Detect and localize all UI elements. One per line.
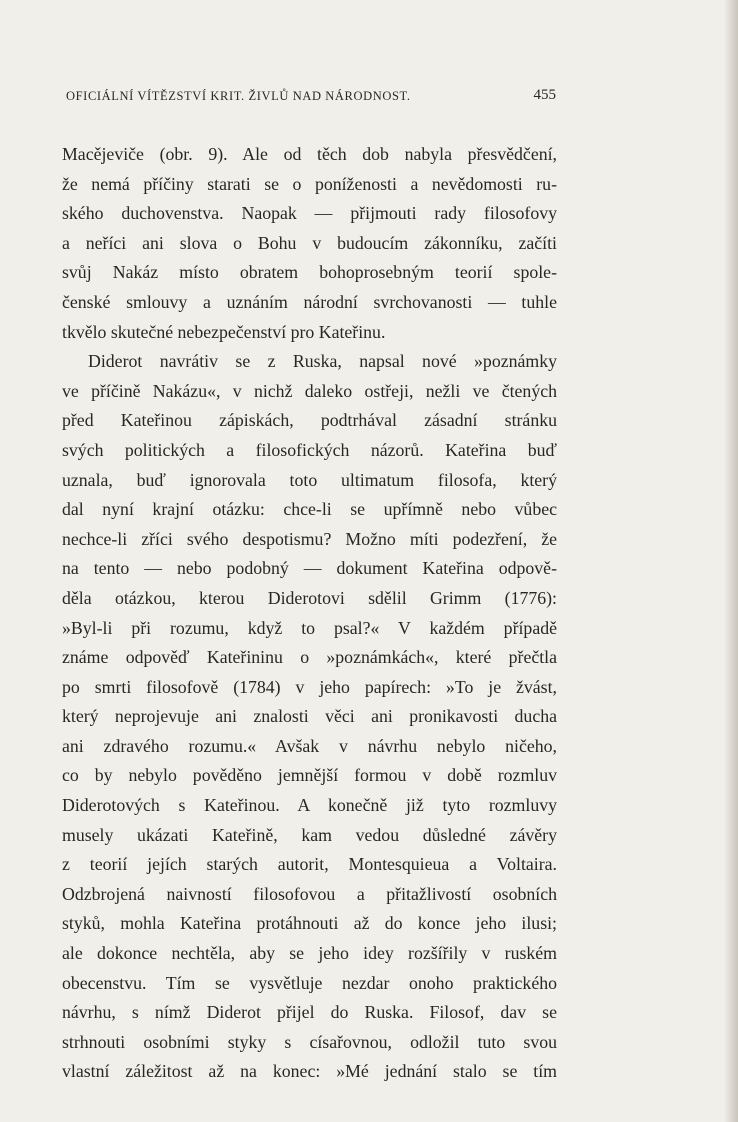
text-line: nechce-li zříci svého despotismu? Možno míti podezření, že bbox=[62, 528, 557, 549]
text-line: co by nebylo pověděno jemnější formou v době rozmluv bbox=[62, 765, 557, 786]
text-line: Diderotových s Kateřinou. A konečně již tyto rozmluvy bbox=[62, 795, 557, 816]
text-line: obecenstvu. Tím se vysvětluje nezdar onoho praktického bbox=[62, 972, 557, 993]
body-text bbox=[62, 140, 557, 1087]
text-line: ve příčině Nakázu«, v nichž daleko ostřeji, nežli ve čtených bbox=[62, 380, 557, 401]
text-line: před Kateřinou zápiskách, podtrhával zásadní stránku bbox=[62, 410, 557, 431]
text-line: a neříci ani slova o Bohu v budoucím zákonníku, začíti bbox=[62, 232, 557, 253]
page-number: 455 bbox=[533, 87, 556, 103]
text-line: strhnouti osobními styky s císařovnou, odložil tuto svou bbox=[62, 1031, 557, 1052]
text-line: dal nyní krajní otázku: chce-li se upřímně nebo vůbec bbox=[62, 499, 557, 520]
text-line: tkvělo skutečné nebezpečenství pro Kateřinu. bbox=[62, 321, 386, 342]
text-line: na tento — nebo podobný — dokument Kateřina odpově- bbox=[62, 558, 557, 579]
text-line: styků, mohla Kateřina protáhnouti až do konce jeho ilusi; bbox=[62, 913, 557, 934]
text-line: Macějeviče (obr. 9). Ale od těch dob nabyla přesvědčení, bbox=[62, 144, 557, 164]
text-line: Odzbrojená naivností filosofovou a přitažlivostí osobních bbox=[62, 883, 557, 904]
text-line: ani zdravého rozumu.« Avšak v návrhu nebylo ničeho, bbox=[62, 735, 557, 756]
text-line: který neprojevuje ani znalosti věci ani pronikavosti ducha bbox=[62, 706, 557, 727]
page-edge-shadow bbox=[724, 0, 738, 1122]
text-line: musely ukázati Kateřině, kam vedou důsledné závěry bbox=[62, 824, 557, 845]
text-line: čenské smlouvy a uznáním národní svrchovanosti — tuhle bbox=[62, 291, 557, 312]
text-line: ského duchovenstva. Naopak — přijmouti rady filosofovy bbox=[62, 203, 557, 224]
text-line: po smrti filosofově (1784) v jeho papírech: »To je žvást, bbox=[62, 676, 557, 697]
text-line: vlastní záležitost až na konec: »Mé jednání stalo se tím bbox=[62, 1061, 557, 1082]
text-line: známe odpověď Kateřininu o »poznámkách«, které přečtla bbox=[62, 647, 557, 668]
text-line: děla otázkou, kterou Diderotovi sdělil Grimm (1776): bbox=[62, 587, 557, 608]
text-line: svůj Nakáz místo obratem bohoprosebným teorií spole- bbox=[62, 262, 557, 283]
text-line: že nemá příčiny starati se o poníženosti a nevědomosti ru- bbox=[62, 173, 557, 194]
running-title: OFICIÁLNÍ VÍTĚZSTVÍ KRIT. ŽIVLŮ NAD NÁRODNOST. bbox=[66, 89, 411, 103]
text-line: ale dokonce nechtěla, aby se jeho idey rozšířily v ruském bbox=[62, 943, 557, 964]
text-line: Diderot navrátiv se z Ruska, napsal nové »poznámky bbox=[88, 351, 557, 372]
text-line: návrhu, s nímž Diderot přijel do Ruska. Filosof, dav se bbox=[62, 1002, 557, 1023]
text-line: svých politických a filosofických názorů. Kateřina buď bbox=[62, 439, 557, 460]
text-line: uznala, buď ignorovala toto ultimatum filosofa, který bbox=[62, 469, 557, 490]
text-line: z teorií jejích starých autorit, Montesquieua a Voltaira. bbox=[62, 854, 557, 875]
text-line: »Byl-li při rozumu, když to psal?« V každém případě bbox=[62, 617, 557, 638]
running-header bbox=[66, 89, 566, 111]
